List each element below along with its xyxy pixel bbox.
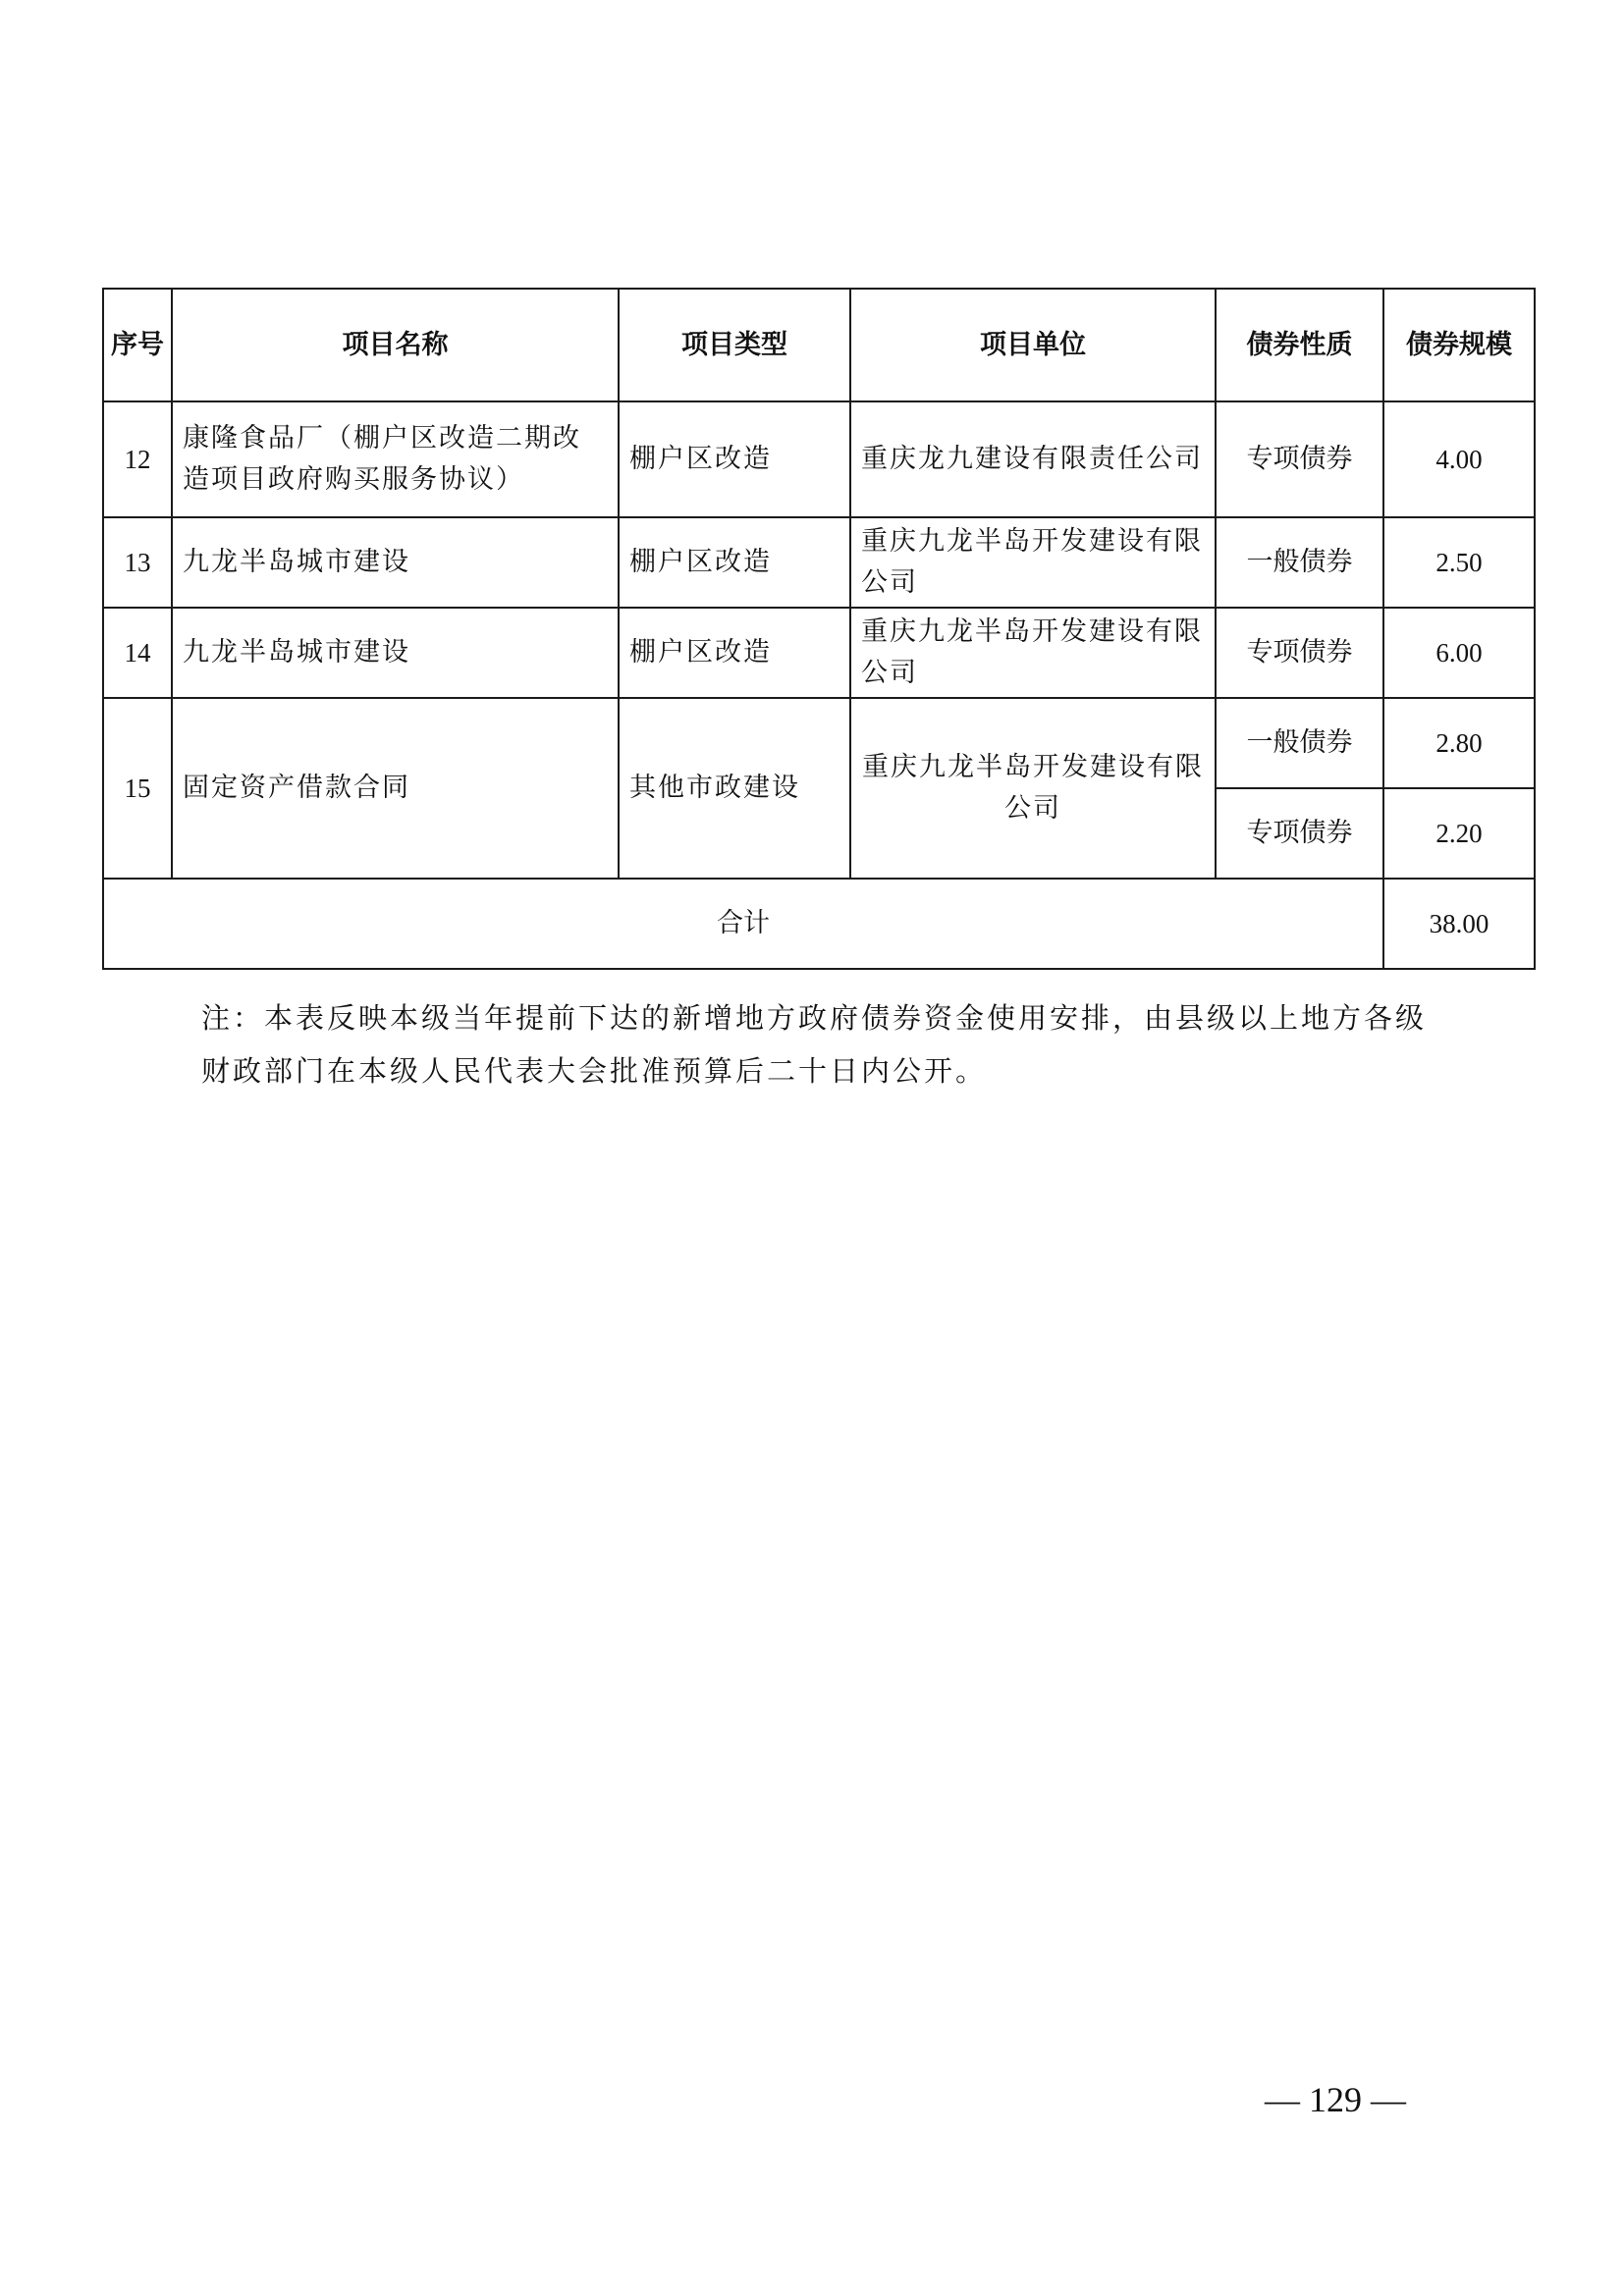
table-row (103, 608, 1535, 698)
header-seq: 序号 (103, 289, 172, 401)
cell-bond-nature: 专项债券 (1216, 788, 1383, 879)
cell-project-name: 康隆食品厂（棚户区改造二期改造项目政府购买服务协议） (172, 401, 619, 517)
total-label: 合计 (103, 879, 1383, 969)
total-value: 38.00 (1383, 879, 1535, 969)
cell-seq: 12 (103, 401, 172, 517)
cell-seq: 15 (103, 698, 172, 879)
cell-project-unit: 重庆九龙半岛开发建设有限公司 (850, 698, 1216, 879)
cell-bond-scale: 6.00 (1383, 608, 1535, 698)
cell-bond-nature: 一般债券 (1216, 698, 1383, 788)
cell-bond-nature: 一般债券 (1216, 517, 1383, 608)
page-number: — 129 — (1265, 2080, 1406, 2119)
cell-bond-scale: 4.00 (1383, 401, 1535, 517)
cell-project-name: 九龙半岛城市建设 (172, 517, 619, 608)
header-bond-scale: 债券规模 (1383, 289, 1535, 401)
cell-bond-scale: 2.20 (1383, 788, 1535, 879)
cell-project-type: 棚户区改造 (619, 517, 850, 608)
cell-bond-scale: 2.80 (1383, 698, 1535, 788)
cell-project-name: 固定资产借款合同 (172, 698, 619, 879)
cell-project-unit: 重庆九龙半岛开发建设有限公司 (850, 517, 1216, 608)
cell-seq: 13 (103, 517, 172, 608)
header-project-name: 项目名称 (172, 289, 619, 401)
header-project-type: 项目类型 (619, 289, 850, 401)
cell-project-type: 棚户区改造 (619, 608, 850, 698)
cell-project-type: 其他市政建设 (619, 698, 850, 879)
table-row (103, 401, 1535, 517)
cell-bond-nature: 专项债券 (1216, 401, 1383, 517)
cell-bond-nature: 专项债券 (1216, 608, 1383, 698)
header-bond-nature: 债券性质 (1216, 289, 1383, 401)
cell-project-unit: 重庆九龙半岛开发建设有限公司 (850, 608, 1216, 698)
table-row (103, 698, 1535, 788)
table-total-row (103, 879, 1535, 969)
header-project-unit: 项目单位 (850, 289, 1216, 401)
table-note: 注：本表反映本级当年提前下达的新增地方政府债券资金使用安排，由县级以上地方各级财政部门在本级人民代表大会批准预算后二十日内公开。 (201, 1001, 1428, 1088)
bond-allocation-table (102, 288, 1536, 970)
cell-project-name: 九龙半岛城市建设 (172, 608, 619, 698)
table-row (103, 517, 1535, 608)
cell-project-type: 棚户区改造 (619, 401, 850, 517)
table-header-row (103, 289, 1535, 401)
cell-project-unit: 重庆龙九建设有限责任公司 (850, 401, 1216, 517)
cell-seq: 14 (103, 608, 172, 698)
cell-bond-scale: 2.50 (1383, 517, 1535, 608)
